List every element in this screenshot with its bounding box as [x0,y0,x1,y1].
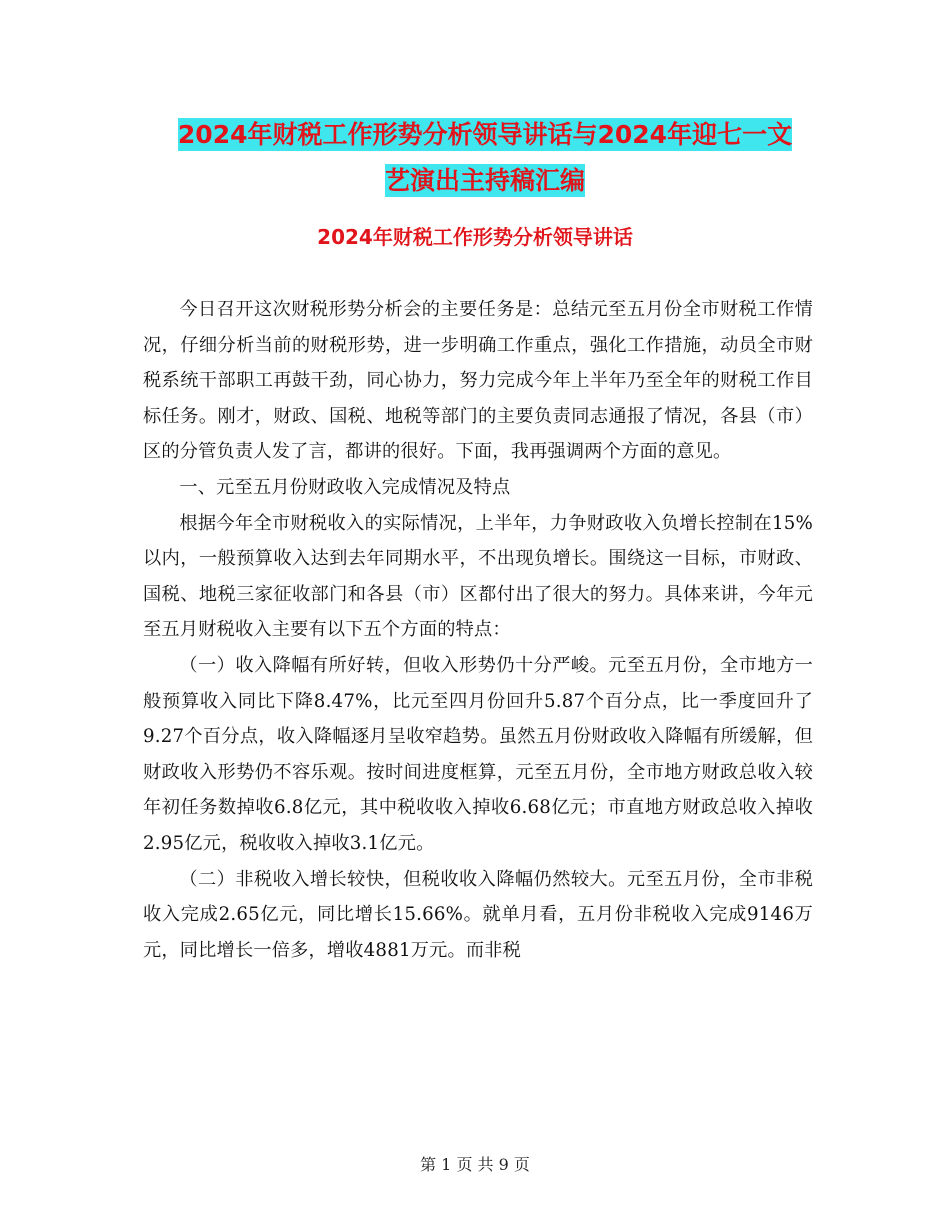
paragraph: （二）非税收入增长较快，但税收收入降幅仍然较大。元至五月份，全市非税收入完成2.65亿元，同比增长15.66%。就单月看，五月份非税收入完成9146万元，同比增长一倍多，增收4881万元。而非税 [143,868,813,961]
paragraph: 根据今年全市财税收入的实际情况，上半年，力争财政收入负增长控制在15%以内，一般预算收入达到去年同期水平，不出现负增长。围绕这一目标，市财政、国税、地税三家征收部门和各县（市）区都付出了很大的努力。具体来讲，今年元至五月财税收入主要有以下五个方面的特点： [143,512,813,641]
document-title-line-2: 艺演出主持稿汇编 [384,166,585,195]
document-title [150,112,820,204]
document-body [143,292,813,968]
paragraph-heading: 一、元至五月份财政收入完成情况及特点 [179,476,511,498]
paragraph: 今日召开这次财税形势分析会的主要任务是：总结元至五月份全市财税工作情况，仔细分析当前的财税形势，进一步明确工作重点，强化工作措施，动员全市财税系统干部职工再鼓干劲，同心协力，努力完成今年上半年乃至全年的财税工作目标任务。刚才，财政、国税、地税等部门的主要负责同志通报了情况，各县（市）区的分管负责人发了言，都讲的很好。下面，我再强调两个方面的意见。 [143,299,813,463]
section-title: 2024年财税工作形势分析领导讲话 [317,225,633,249]
document-title-line-1: 2024年财税工作形势分析领导讲话与2024年迎七一文 [177,120,793,149]
paragraph: （一）收入降幅有所好转，但收入形势仍十分严峻。元至五月份，全市地方一般预算收入同比下降8.47%，比元至四月份回升5.87个百分点，比一季度回升了9.27个百分点，收入降幅逐月呈收窄趋势。虽然五月份财政收入降幅有所缓解，但财政收入形势仍不容乐观。按时间进度框算，元至五月份，全市地方财政总收入较年初任务数掉收6.8亿元，其中税收收入掉收6.68亿元；市直地方财政总收入掉收2.95亿元，税收收入掉收3.1亿元。 [143,654,813,854]
page-footer: 第 1 页 共 9 页 [420,1155,530,1174]
